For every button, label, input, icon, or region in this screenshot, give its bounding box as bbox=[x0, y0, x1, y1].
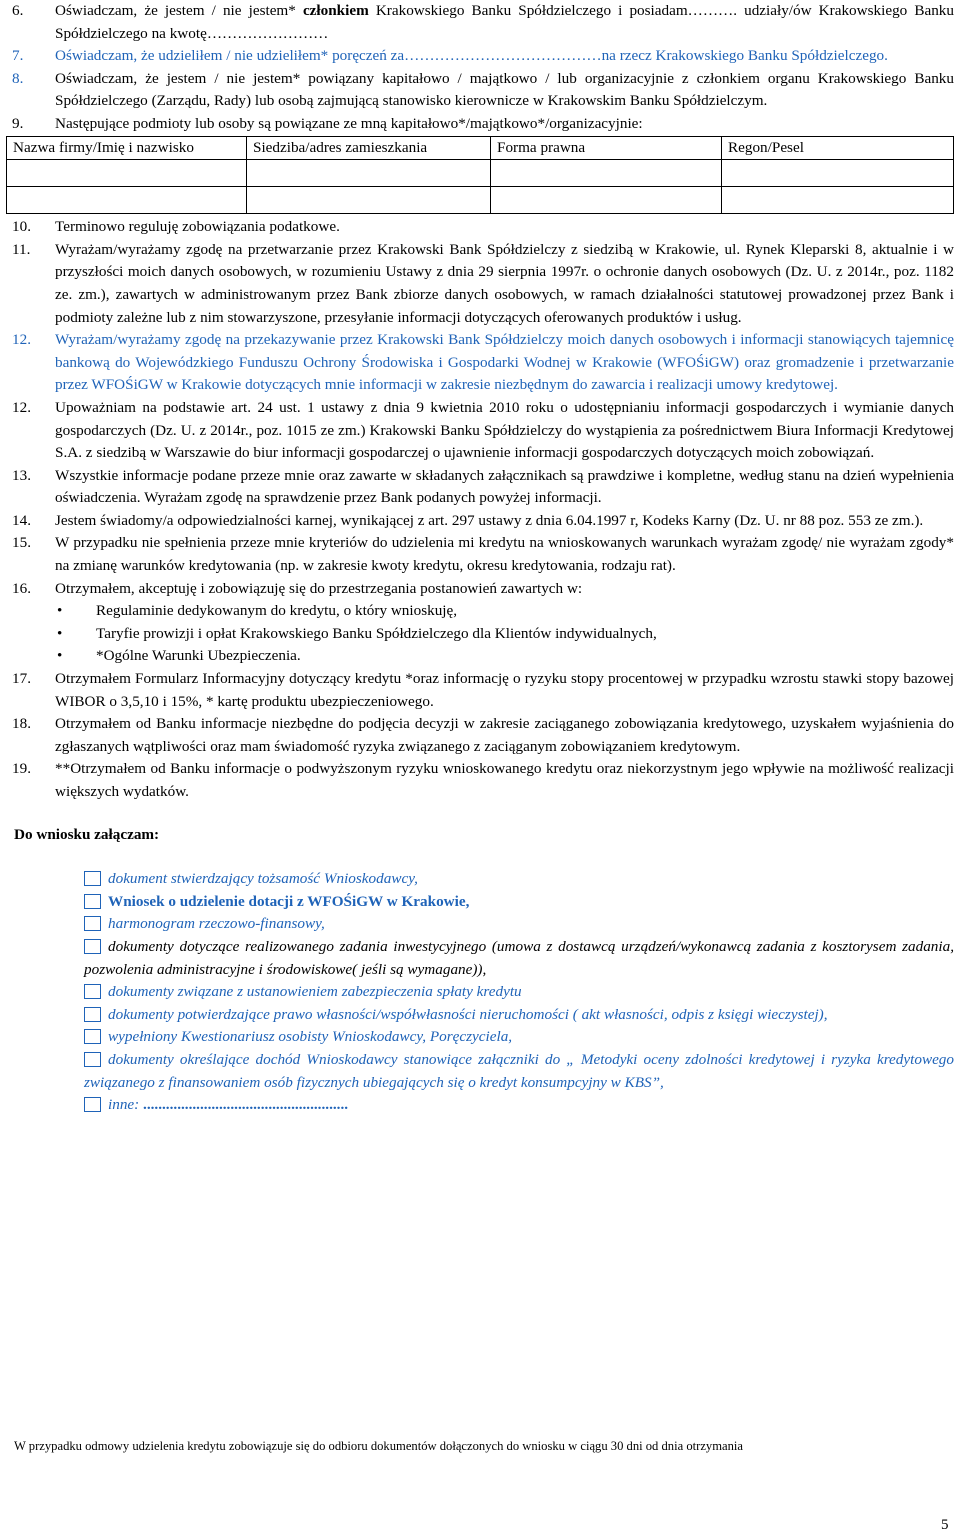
checkbox[interactable] bbox=[84, 1029, 101, 1044]
declaration-18: 18. Otrzymałem od Banku informacje niezbędne do podjęcia decyzji w zakresie zaciąganego zobowiązania kredytowego, uzyskałem wyjaśnienia do zgłaszanych wątpliwości oraz mam świadomość ryzyka związanego z zaciąganym zobowiązaniem kredytowym. bbox=[12, 715, 954, 755]
checkbox[interactable] bbox=[84, 984, 101, 999]
list-item: • Taryfie prowizji i opłat Krakowskiego Banku Spółdzielczego dla Klientów indywidualnych, bbox=[96, 623, 960, 646]
table-cell[interactable] bbox=[247, 160, 491, 187]
attachment-item: harmonogram rzeczowo-finansowy, bbox=[84, 913, 954, 936]
declaration-7: 7. Oświadczam, że udzieliłem / nie udzieliłem* poręczeń za…………………………………na rzecz Krakowskiego Banku Spółdzielczego. bbox=[12, 47, 888, 65]
col-header-legal-form: Forma prawna bbox=[491, 136, 722, 160]
declaration-10: 10. Terminowo reguluję zobowiązania podatkowe. bbox=[12, 218, 340, 236]
attachments-list bbox=[84, 868, 954, 1117]
declarations-top bbox=[0, 0, 960, 136]
table-row bbox=[7, 160, 954, 187]
attachment-item-other: inne: ...................................................... bbox=[84, 1094, 954, 1117]
attachment-item: dokument stwierdzający tożsamość Wnioskodawcy, bbox=[84, 868, 954, 891]
page-number: 5 bbox=[941, 1517, 949, 1533]
bullet-icon: • bbox=[57, 602, 63, 620]
col-header-name: Nazwa firmy/Imię i nazwisko bbox=[7, 136, 247, 160]
attachment-item: Wniosek o udzielenie dotacji z WFOŚiGW w Krakowie, bbox=[84, 891, 954, 914]
documents-list bbox=[0, 600, 960, 668]
checkbox[interactable] bbox=[84, 894, 101, 909]
checkbox[interactable] bbox=[84, 916, 101, 931]
footer-note: W przypadku odmowy udzielenia kredytu zobowiązuje się do odbioru dokumentów dołączonych do wniosku w ciągu 30 dni od dnia otrzymania bbox=[14, 1439, 743, 1453]
declaration-19: 19. **Otrzymałem od Banku informacje o podwyższonym ryzyku wnioskowanego kredytu oraz niekorzystnym jego wpływie na możliwość realizacji większych wydatków. bbox=[12, 760, 954, 800]
declaration-8: 8. Oświadczam, że jestem / nie jestem* powiązany kapitałowo / majątkowo / lub organizacyjnie z członkiem organu Krakowskiego Banku Spółdzielczego (Zarządu, Rady) lub osobą zajmującą stanowisko kierownicze w Krakowskim Banku Spółdzielczym. bbox=[12, 69, 954, 110]
attachment-item: dokumenty potwierdzające prawo własności/współwłasności nieruchomości ( akt własności, odpis z księgi wieczystej), bbox=[84, 1004, 954, 1027]
declaration-13: 13. Wszystkie informacje podane przeze mnie oraz zawarte w składanych załącznikach są prawdziwe i kompletne, według stanu na dzień wypełnienia oświadczenia. Wyrażam zgodę na sprawdzenie przez Bank podanych powyżej informacji. bbox=[12, 466, 954, 507]
table-cell[interactable] bbox=[491, 187, 722, 214]
bullet-icon: • bbox=[57, 647, 63, 665]
bullet-icon: • bbox=[57, 624, 63, 642]
attachments-heading: Do wniosku załączam: bbox=[14, 825, 160, 843]
declaration-12-wfosigw: 12. Wyrażam/wyrażamy zgodę na przekazywanie przez Krakowski Bank Spółdzielczy moich danych osobowych i informacji stanowiących tajemnicę bankową do Wojewódzkiego Funduszu Ochrony Środowiska i Gospodarki Wodnej w Krakowie (WFOŚiGW) oraz gromadzenie i przetwarzanie przez WFOŚiGW w Krakowie dotyczących mnie informacji w zakresie niezbędnym do zawarcia i realizacji umowy kredytowej. bbox=[12, 331, 954, 394]
table-cell[interactable] bbox=[247, 187, 491, 214]
checkbox[interactable] bbox=[84, 871, 101, 886]
table-cell[interactable] bbox=[722, 187, 954, 214]
checkbox[interactable] bbox=[84, 1007, 101, 1022]
checkbox[interactable] bbox=[84, 1052, 101, 1067]
declaration-11: 11. Wyrażam/wyrażamy zgodę na przetwarzanie przez Krakowski Bank Spółdzielczy z siedzibą w Krakowie, ul. Rynek Kleparski 8, aktualnie i w przyszłości moich danych osobowych, w rozumieniu Ustawy z dnia 29 sierpnia 1997r. o ochronie danych osobowych (Dz. U. z 2014r., poz. 1182 ze. zm.), zawartych w administrowanym przez Bank zbiorze danych osobowych, w ramach działalności statutowej prowadzonej przez Bank i podmioty zależne lub z nim stowarzyszone, przesyłanie informacji dotyczących oferowanych produktów i usług. bbox=[12, 240, 954, 326]
declaration-16: 16. Otrzymałem, akceptuję i zobowiązuję się do przestrzegania postanowień zawartych w: bbox=[12, 579, 583, 597]
table-cell[interactable] bbox=[722, 160, 954, 187]
declaration-17: 17. Otrzymałem Formularz Informacyjny dotyczący kredytu *oraz informację o ryzyku stopy procentowej w przypadku wzrostu stawki stopy bazowej WIBOR o 3,5,10 i 15%, * kartę produktu ubezpieczeniowego. bbox=[12, 670, 954, 710]
declaration-6: 6. Oświadczam, że jestem / nie jestem* członkiem Krakowskiego Banku Spółdzielczego i posiadam………. udziały/ów Krakowskiego Banku Spółdzielczego na kwotę…………………… bbox=[12, 2, 954, 42]
table-header-row bbox=[7, 136, 954, 160]
declaration-12-bik: 12. Upoważniam na podstawie art. 24 ust. 1 ustawy z dnia 9 kwietnia 2010 roku o udostępnianiu informacji gospodarczych i wymianie danych gospodarczych (Dz. U. z 2014r., poz. 1015 ze zm.) Krakowski Banku Spółdzielczy do wystąpienia za pośrednictwem Biura Informacji Kredytowej S.A. z siedzibą w Warszawie do biur informacji gospodarczej o ujawnienie informacji gospodarczych dotyczących moich zobowiązań. bbox=[12, 398, 954, 462]
related-entities-table bbox=[6, 136, 954, 215]
table-cell[interactable] bbox=[7, 187, 247, 214]
list-item: • Regulaminie dedykowanym do kredytu, o który wnioskuję, bbox=[96, 600, 960, 623]
checkbox[interactable] bbox=[84, 1097, 101, 1112]
attachment-item: dokumenty dotyczące realizowanego zadania inwestycyjnego (umowa z dostawcą urządzeń/wykonawcą zadania z kosztorysem zadania, pozwolenia administracyjne i środowiskowe( jeśli są wymagane)), bbox=[84, 937, 954, 978]
col-header-regon: Regon/Pesel bbox=[722, 136, 954, 160]
attachment-item: dokumenty związane z ustanowieniem zabezpieczenia spłaty kredytu bbox=[84, 981, 954, 1004]
table-row bbox=[7, 187, 954, 214]
attachment-item: dokumenty określające dochód Wnioskodawcy stanowiące załączniki do „ Metodyki oceny zdolności kredytowej i ryzyka kredytowego związanego z finansowaniem osób fizycznych ubiegających się o kredyt konsumpcyjny w KBS”, bbox=[84, 1050, 954, 1091]
attachment-item: wypełniony Kwestionariusz osobisty Wnioskodawcy, Poręczyciela, bbox=[84, 1026, 954, 1049]
declaration-9: 9. Następujące podmioty lub osoby są powiązane ze mną kapitałowo*/majątkowo*/organizacyjnie: bbox=[12, 114, 643, 132]
declaration-14: 14. Jestem świadomy/a odpowiedzialności karnej, wynikającej z art. 297 ustawy z dnia 6.04.1997 r, Kodeks Karny (Dz. U. nr 88 poz. 553 ze zm.). bbox=[12, 511, 924, 529]
table-cell[interactable] bbox=[7, 160, 247, 187]
list-item: • *Ogólne Warunki Ubezpieczenia. bbox=[96, 645, 960, 668]
declaration-15: 15. W przypadku nie spełnienia przeze mnie kryteriów do udzielenia mi kredytu na wnioskowanych warunkach wyrażam zgodę/ nie wyrażam zgody* na zmianę warunków kredytowania (np. w zakresie kwoty kredytu, okresu kredytowania, rodzaju rat). bbox=[12, 534, 954, 575]
table-cell[interactable] bbox=[491, 160, 722, 187]
checkbox[interactable] bbox=[84, 939, 101, 954]
declarations bbox=[0, 216, 960, 803]
col-header-address: Siedziba/adres zamieszkania bbox=[247, 136, 491, 160]
